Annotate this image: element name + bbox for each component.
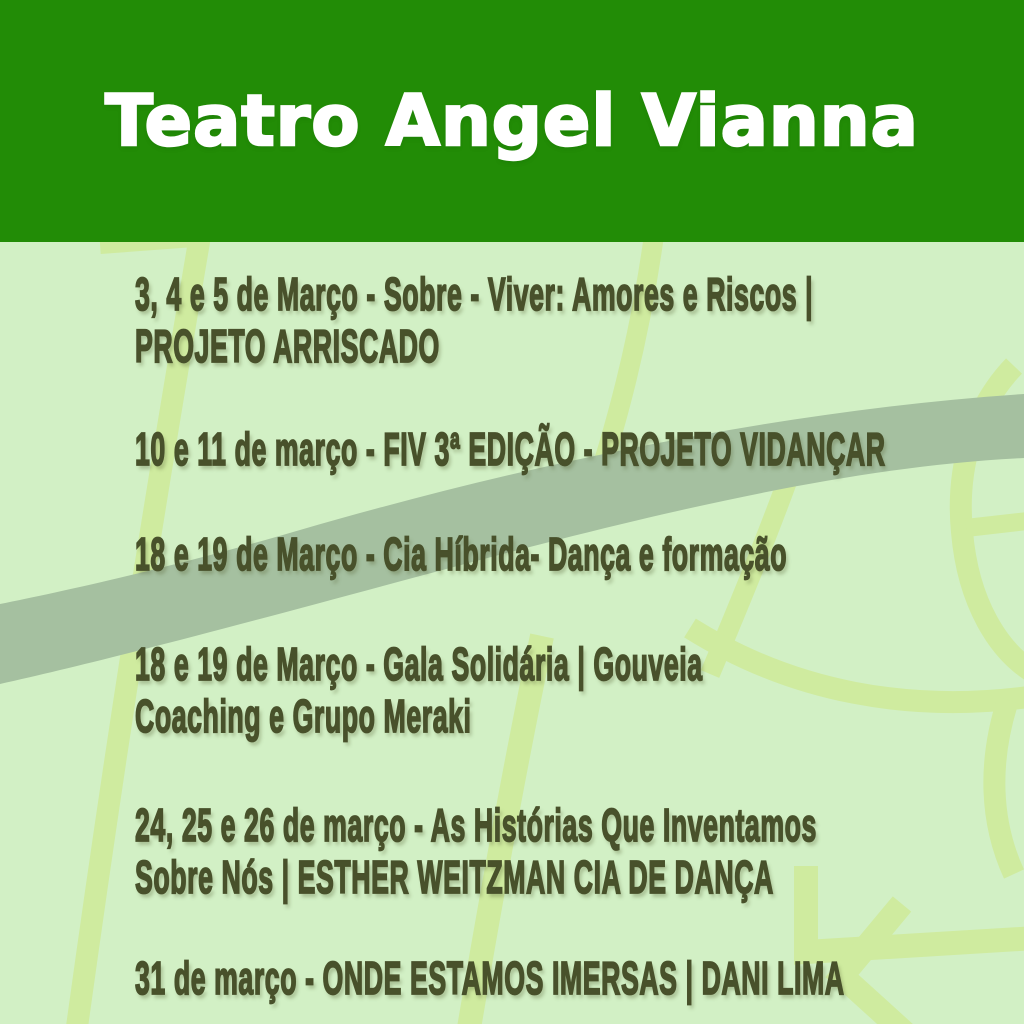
event-item xyxy=(135,638,703,742)
event-text-line: 24, 25 e 26 de março - As Histórias Que Inventamos xyxy=(135,799,817,851)
event-text-line: Sobre Nós | ESTHER WEITZMAN CIA DE DANÇA xyxy=(135,851,774,903)
event-item xyxy=(135,952,845,1004)
event-text-line: Coaching e Grupo Meraki xyxy=(135,690,472,742)
event-item xyxy=(135,799,817,903)
event-item xyxy=(135,268,813,372)
event-text-line: PROJETO ARRISCADO xyxy=(135,320,440,372)
event-text-line: 31 de março - ONDE ESTAMOS IMERSAS | DANI LIMA xyxy=(135,952,845,1004)
event-text-line: 10 e 11 de março - FIV 3ª EDIÇÃO - PROJETO VIDANÇAR xyxy=(135,423,886,475)
event-text-line: 18 e 19 de Março - Gala Solidária | Gouveia xyxy=(135,638,703,690)
event-text-line: 18 e 19 de Março - Cia Híbrida- Dança e formação xyxy=(135,528,788,580)
event-item xyxy=(135,528,787,580)
event-item xyxy=(135,423,886,475)
page-title: Teatro Angel Vianna xyxy=(105,80,919,162)
event-text-line: 3, 4 e 5 de Março - Sobre - Viver: Amores e Riscos | xyxy=(135,268,814,320)
